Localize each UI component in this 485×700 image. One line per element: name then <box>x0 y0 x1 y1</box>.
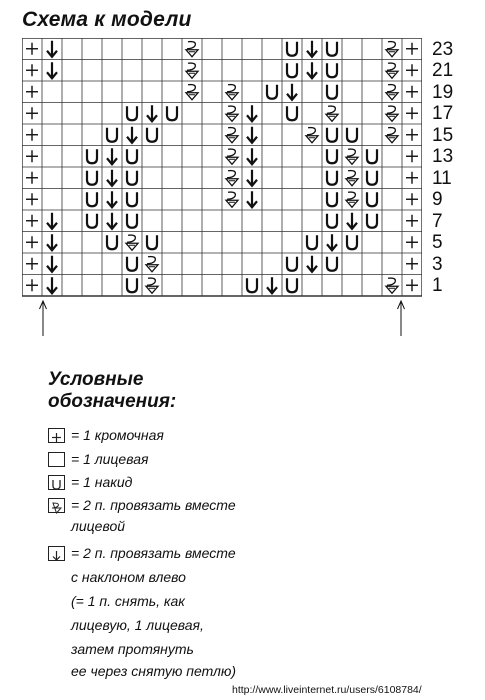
yarn-over-symbol <box>327 63 337 77</box>
k2tog-symbol-icon <box>48 498 65 513</box>
yarn-over-symbol <box>347 128 357 142</box>
edge-stitch-symbol <box>26 107 38 119</box>
yarn-over-symbol <box>327 149 337 163</box>
row-number: 5 <box>432 232 443 253</box>
k2tog-symbol <box>226 149 238 164</box>
legend-heading-line1: Условные <box>48 369 144 390</box>
edge-stitch-symbol <box>26 215 38 227</box>
ssk-arrow-symbol <box>247 127 257 143</box>
k2tog-symbol <box>346 149 358 164</box>
legend-text: = 1 кромочная <box>71 427 164 443</box>
edge-stitch-symbol <box>406 215 418 227</box>
edge-stitch-symbol <box>406 236 418 248</box>
k2tog-symbol <box>386 278 398 293</box>
yarn-over-symbol <box>127 106 137 120</box>
ssk-arrow-symbol <box>147 105 157 121</box>
yarn-over-symbol <box>107 235 117 249</box>
ssk-arrow-symbol <box>47 256 57 272</box>
k2tog-symbol <box>386 128 398 143</box>
ssk-arrow-symbol <box>107 170 117 186</box>
source-url: http://www.liveinternet.ru/users/6108784/ <box>232 684 422 696</box>
edge-stitch-symbol <box>406 64 418 76</box>
yarn-over-symbol <box>347 235 357 249</box>
k2tog-symbol <box>146 278 158 293</box>
edge-stitch-symbol <box>26 64 38 76</box>
legend-text: = 2 п. провязать вместе <box>71 545 236 561</box>
edge-stitch-symbol <box>406 43 418 55</box>
yarn-over-symbol <box>327 171 337 185</box>
k2tog-symbol <box>226 171 238 186</box>
yarn-over-symbol <box>147 128 157 142</box>
yarn-over-symbol <box>127 257 137 271</box>
yarn-over-symbol <box>87 192 97 206</box>
legend-text-continued: лицевой <box>71 518 126 534</box>
edge-stitch-symbol <box>406 193 418 205</box>
ssk-arrow-symbol <box>247 105 257 121</box>
ssk-symbol-icon <box>48 546 65 561</box>
k2tog-symbol <box>226 192 238 207</box>
edge-stitch-symbol <box>406 279 418 291</box>
yarn-over-symbol <box>307 235 317 249</box>
legend-text: = 1 лицевая <box>71 451 149 467</box>
k2tog-symbol <box>126 235 138 250</box>
k2tog-symbol <box>386 42 398 57</box>
yarn-over-symbol <box>127 171 137 185</box>
legend-text: = 2 п. провязать вместе <box>71 497 236 513</box>
legend-text-continued: затем протянуть <box>71 641 194 657</box>
yarn-over-symbol <box>127 278 137 292</box>
yarn-over-symbol-icon <box>48 475 65 490</box>
edge-stitch-symbol <box>406 172 418 184</box>
yarn-over-symbol <box>367 192 377 206</box>
yarn-over-symbol <box>287 42 297 56</box>
yarn-over-symbol <box>327 192 337 206</box>
k2tog-symbol <box>186 85 198 100</box>
row-number: 13 <box>432 146 454 167</box>
yarn-over-symbol <box>287 106 297 120</box>
edge-stitch-symbol <box>406 129 418 141</box>
edge-stitch-symbol <box>406 150 418 162</box>
legend-text-continued: (= 1 п. снять, как <box>71 593 185 609</box>
k2tog-symbol <box>386 63 398 78</box>
ssk-arrow-symbol <box>247 191 257 207</box>
ssk-arrow-symbol <box>47 277 57 293</box>
ssk-arrow-symbol <box>327 234 337 250</box>
row-number: 17 <box>432 103 454 124</box>
legend-heading <box>48 369 176 413</box>
ssk-arrow-symbol <box>47 62 57 78</box>
row-number: 1 <box>432 275 443 296</box>
yarn-over-symbol <box>367 149 377 163</box>
ssk-arrow-symbol <box>47 234 57 250</box>
knitting-chart-grid <box>22 38 422 348</box>
edge-stitch-symbol <box>26 150 38 162</box>
edge-stitch-symbol-icon <box>48 428 65 443</box>
yarn-over-symbol <box>127 192 137 206</box>
k2tog-symbol <box>346 171 358 186</box>
yarn-over-symbol <box>287 278 297 292</box>
k2tog-symbol <box>226 85 238 100</box>
edge-stitch-symbol <box>26 86 38 98</box>
row-number: 7 <box>432 210 443 232</box>
yarn-over-symbol <box>367 214 377 228</box>
row-number: 11 <box>432 167 452 189</box>
edge-stitch-symbol <box>26 43 38 55</box>
knit-symbol-icon <box>48 452 65 467</box>
yarn-over-symbol <box>267 85 277 99</box>
edge-stitch-symbol <box>406 86 418 98</box>
ssk-arrow-symbol <box>47 213 57 229</box>
row-number: 19 <box>432 81 454 103</box>
ssk-arrow-symbol <box>347 213 357 229</box>
k2tog-symbol <box>306 128 318 143</box>
yarn-over-symbol <box>327 85 337 99</box>
k2tog-symbol <box>386 85 398 100</box>
chart-title: Схема к модели <box>22 8 192 31</box>
row-number: 3 <box>432 253 443 275</box>
yarn-over-symbol <box>327 42 337 56</box>
ssk-arrow-symbol <box>47 41 57 57</box>
ssk-arrow-symbol <box>107 213 117 229</box>
yarn-over-symbol <box>127 214 137 228</box>
yarn-over-symbol <box>127 149 137 163</box>
edge-stitch-symbol <box>26 129 38 141</box>
row-number: 9 <box>432 189 443 210</box>
ssk-arrow-symbol <box>307 41 317 57</box>
k2tog-symbol <box>186 63 198 78</box>
yarn-over-symbol <box>87 214 97 228</box>
ssk-arrow-symbol <box>307 256 317 272</box>
edge-stitch-symbol <box>26 172 38 184</box>
legend-text-continued: лицевую, 1 лицевая, <box>71 617 204 633</box>
ssk-arrow-symbol <box>107 148 117 164</box>
yarn-over-symbol <box>327 257 337 271</box>
legend-heading-line2: обозначения: <box>48 391 177 412</box>
yarn-over-symbol <box>247 278 257 292</box>
k2tog-symbol <box>226 128 238 143</box>
legend-text-continued: с наклоном влево <box>71 569 186 585</box>
yarn-over-symbol <box>327 214 337 228</box>
yarn-over-symbol <box>87 149 97 163</box>
legend-text-continued: ее через снятую петлю) <box>71 663 237 679</box>
yarn-over-symbol <box>87 171 97 185</box>
k2tog-symbol <box>386 106 398 121</box>
ssk-arrow-symbol <box>107 191 117 207</box>
k2tog-symbol <box>226 106 238 121</box>
ssk-arrow-symbol <box>267 277 277 293</box>
ssk-arrow-symbol <box>287 84 297 100</box>
row-number: 15 <box>432 124 454 146</box>
k2tog-symbol <box>346 192 358 207</box>
edge-stitch-symbol <box>406 258 418 270</box>
k2tog-symbol <box>146 257 158 272</box>
start-arrow-icon <box>398 301 405 336</box>
yarn-over-symbol <box>167 106 177 120</box>
yarn-over-symbol <box>147 235 157 249</box>
yarn-over-symbol <box>367 171 377 185</box>
edge-stitch-symbol <box>26 279 38 291</box>
edge-stitch-symbol <box>26 236 38 248</box>
edge-stitch-symbol <box>26 193 38 205</box>
start-arrow-icon <box>40 301 47 336</box>
yarn-over-symbol <box>287 257 297 271</box>
legend-text: = 1 накид <box>71 474 133 490</box>
yarn-over-symbol <box>327 128 337 142</box>
ssk-arrow-symbol <box>307 62 317 78</box>
yarn-over-symbol <box>107 128 117 142</box>
yarn-over-symbol <box>287 63 297 77</box>
edge-stitch-symbol <box>26 258 38 270</box>
row-number: 23 <box>432 38 454 60</box>
k2tog-symbol <box>186 42 198 57</box>
k2tog-symbol <box>326 106 338 121</box>
edge-stitch-symbol <box>406 107 418 119</box>
ssk-arrow-symbol <box>247 170 257 186</box>
ssk-arrow-symbol <box>247 148 257 164</box>
ssk-arrow-symbol <box>127 127 137 143</box>
row-number: 21 <box>432 60 454 81</box>
